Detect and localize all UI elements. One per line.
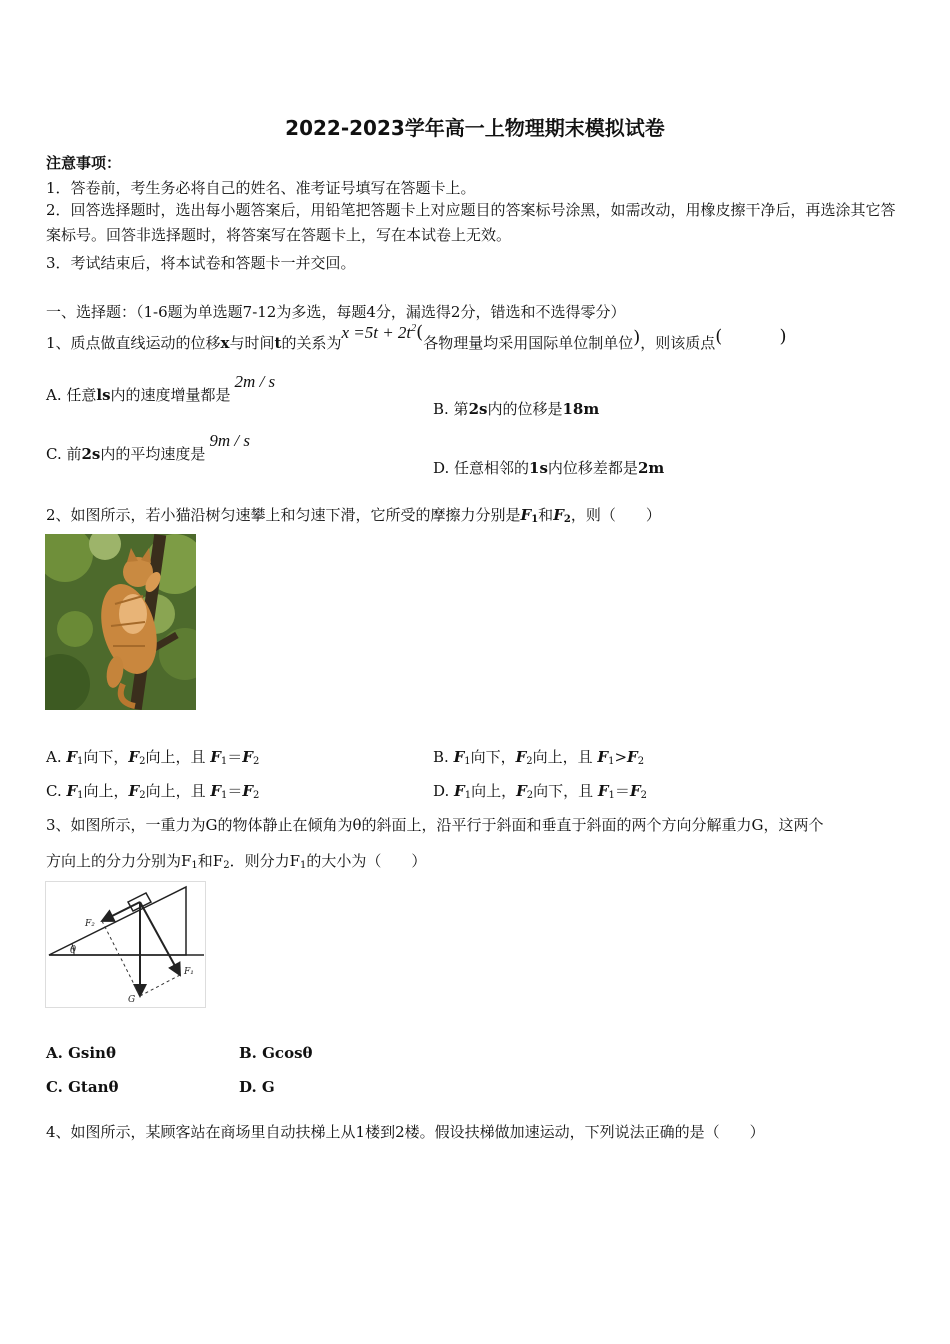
option-label: A. 任意: [46, 386, 97, 404]
force-symbol: F: [66, 748, 78, 766]
q2-text: 2、如图所示，若小猫沿树匀速攀上和匀速下滑，它所受的摩擦力分别是: [46, 506, 521, 524]
subscript: 1: [220, 756, 228, 767]
subscript: 1: [77, 790, 84, 801]
q2-force-f2: F: [553, 506, 564, 524]
subscript: 1: [300, 860, 307, 871]
incline-force-diagram: [45, 881, 206, 1008]
q1-paren: ): [633, 327, 641, 348]
option-text: 向上，且: [145, 748, 211, 766]
subscript: 2: [253, 790, 260, 801]
label-theta: θ: [70, 945, 77, 956]
notice-heading: 注意事项：: [46, 154, 122, 172]
notice-item-1: 1．答卷前，考生务必将自己的姓名、准考证号填写在答题卡上。: [46, 179, 476, 197]
q1-text: 的关系为: [281, 334, 342, 352]
notice-item-2: 2．回答选择题时，选出每小题答案后，用铅笔把答题卡上对应题目的答案标号涂黑，如需改动，用橡皮擦干净后，再选涂其它答案标号。回答非选择题时，将答案写在答题卡上，写在本试卷上无效。: [46, 201, 896, 244]
q1-var-x: x: [220, 334, 230, 352]
cat-on-tree-photo: [45, 534, 196, 710]
q3-text: 的大小为（ ）: [306, 852, 427, 870]
force-symbol: F: [516, 782, 527, 800]
option-quantity: 2s: [468, 400, 488, 418]
q3-text: ．则分力F: [229, 852, 301, 870]
q1-option-c: [46, 431, 251, 464]
q1-text: ，则该质点: [640, 334, 716, 352]
option-text: 向下，: [470, 748, 516, 766]
subscript: 1: [77, 756, 84, 767]
cat-photo-graphic: [45, 534, 196, 710]
label-g: G: [128, 995, 136, 1005]
q1-option-b: [433, 398, 599, 419]
option-text: 向上，且: [145, 782, 211, 800]
subscript: 2: [640, 790, 647, 801]
q3-option-c: C. Gtanθ: [46, 1078, 119, 1096]
q2-option-d: [433, 780, 647, 801]
q1-option-d: [433, 457, 664, 478]
notice-item-3: 3．考试结束后，将本试卷和答题卡一并交回。: [46, 254, 356, 272]
force-symbol: F: [629, 782, 641, 800]
option-text: 内的速度增量都是: [110, 386, 231, 404]
option-quantity: ls: [96, 386, 111, 404]
relation: ＝: [614, 782, 630, 800]
q3-text: 和F: [197, 852, 224, 870]
force-symbol: F: [454, 782, 465, 800]
q2-text: ，则（ ）: [570, 506, 661, 524]
q1-paren: (: [416, 322, 424, 343]
q2-subscript: 2: [563, 514, 571, 525]
q1-formula: x =5t + 2t: [341, 323, 412, 342]
force-symbol: F: [597, 782, 609, 800]
label-f2: F₂: [85, 919, 95, 929]
force-symbol: F: [242, 782, 254, 800]
option-text: 向上，且: [532, 748, 598, 766]
q3-option-b: B. Gcosθ: [239, 1044, 313, 1062]
subscript: 2: [223, 860, 230, 871]
option-label: D. 任意相邻的: [433, 459, 530, 477]
label-f1: F₁: [184, 967, 194, 977]
force-symbol: F: [128, 782, 140, 800]
subscript: 1: [191, 860, 198, 871]
q2-text: 和: [538, 506, 554, 524]
question-3-line-2: [46, 850, 426, 871]
option-text: 向上，: [471, 782, 517, 800]
question-3-line-1: 3、如图所示，一重力为G的物体静止在倾角为θ的斜面上，沿平行于斜面和垂直于斜面的两个方向分解重力G，这两个: [46, 816, 824, 834]
option-text: 内的平均速度是: [100, 445, 206, 463]
option-value: 9m / s: [209, 431, 251, 450]
q1-text: 1、质点做直线运动的位移: [46, 334, 221, 352]
f2-arrow: [102, 902, 140, 921]
option-value: 2m / s: [234, 372, 276, 391]
option-label: D.: [433, 782, 455, 800]
option-value: 18m: [562, 400, 600, 418]
page-title: 2022-2023学年高一上物理期末模拟试卷: [285, 116, 665, 140]
question-1-stem: [46, 322, 787, 353]
option-text: 向下，: [83, 748, 129, 766]
question-2-stem: [46, 504, 661, 525]
force-symbol: F: [515, 748, 527, 766]
subscript: 2: [637, 756, 645, 767]
force-symbol: F: [242, 748, 253, 766]
subscript: 1: [464, 790, 472, 801]
option-label: C. 前: [46, 445, 82, 463]
section-heading: 一、选择题：（1-6题为单选题7-12为多选，每题4分，漏选得2分，错选和不选得零分）: [46, 303, 626, 321]
force-symbol: F: [210, 748, 221, 766]
option-label: B.: [433, 748, 454, 766]
subscript: 2: [252, 756, 260, 767]
subscript: 2: [139, 756, 146, 767]
subscript: 2: [526, 790, 534, 801]
option-text: 向上，: [83, 782, 129, 800]
force-symbol: F: [128, 748, 140, 766]
option-text: 内位移差都是: [547, 459, 638, 477]
option-text: 向下，且: [533, 782, 598, 800]
force-symbol: F: [597, 748, 609, 766]
option-label: A.: [46, 748, 67, 766]
q3-option-a: A. Gsinθ: [46, 1044, 116, 1062]
relation: ＝: [227, 748, 243, 766]
force-symbol: F: [66, 782, 78, 800]
q2-force-f1: F: [520, 506, 532, 524]
option-quantity: 1s: [529, 459, 548, 477]
subscript: 2: [526, 756, 533, 767]
q3-text: 方向上的分力分别为F: [46, 852, 192, 870]
q2-option-c: [46, 780, 259, 801]
option-text: 内的位移是: [487, 400, 563, 418]
q2-subscript: 1: [531, 514, 539, 525]
q1-text: 与时间: [229, 334, 275, 352]
relation: ＝: [227, 782, 243, 800]
force-symbol: F: [627, 748, 638, 766]
incline-diagram-graphic: [46, 882, 205, 1007]
q2-option-a: [46, 746, 259, 767]
q1-var-t: t: [274, 334, 282, 352]
q1-answer-blank: ( ): [715, 326, 787, 347]
option-label: B. 第: [433, 400, 469, 418]
subscript: 1: [608, 756, 615, 767]
subscript: 1: [464, 756, 471, 767]
subscript: 2: [139, 790, 146, 801]
q1-option-a: [46, 372, 276, 405]
q2-option-b: [433, 746, 644, 767]
force-symbol: F: [210, 782, 221, 800]
q1-formula-exponent: 2: [411, 323, 417, 334]
force-symbol: F: [453, 748, 465, 766]
subscript: 1: [608, 790, 615, 801]
option-quantity: 2s: [81, 445, 101, 463]
question-4-stem: 4、如图所示，某顾客站在商场里自动扶梯上从1楼到2楼。假设扶梯做加速运动，下列说法正确的是（ ）: [46, 1123, 765, 1141]
q1-unit-note: 各物理量均采用国际单位制单位: [423, 334, 634, 352]
f1-arrow: [140, 902, 180, 975]
relation: >: [614, 748, 628, 766]
option-value: 2m: [637, 459, 665, 477]
subscript: 1: [221, 790, 228, 801]
option-label: C.: [46, 782, 67, 800]
q3-option-d: D. G: [239, 1078, 275, 1096]
